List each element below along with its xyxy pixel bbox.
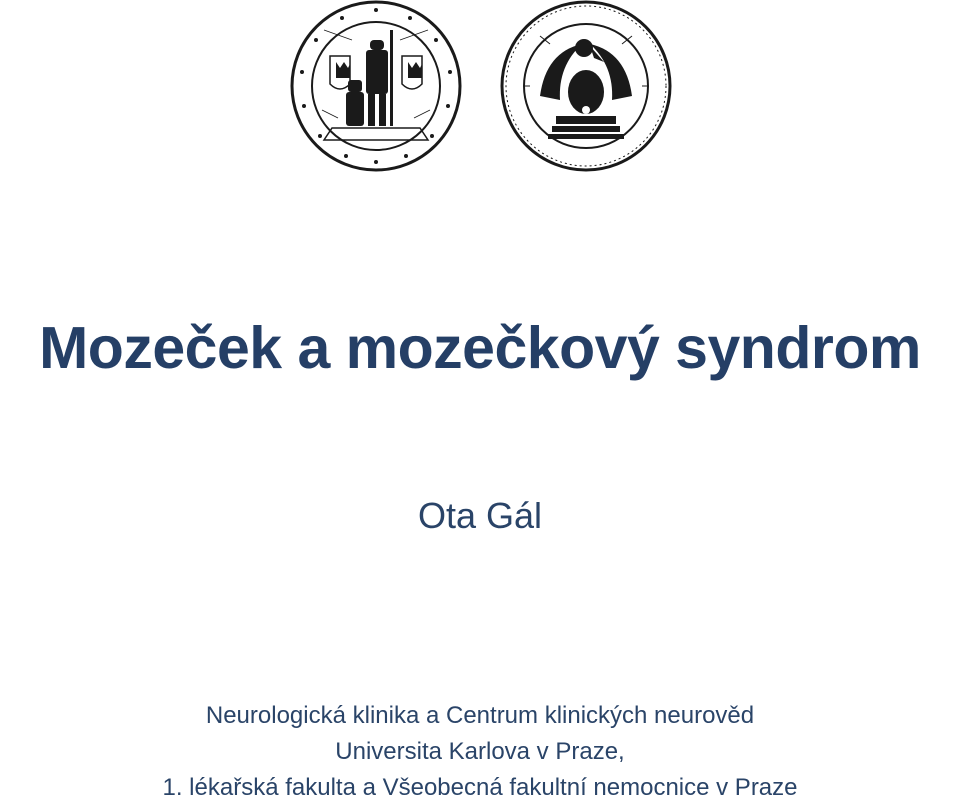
charles-university-seal-logo: [290, 0, 462, 172]
pelican-seal-icon: [500, 0, 672, 172]
affiliation-line-clinic: Neurologická klinika a Centrum klinických neurověd: [205, 702, 755, 729]
author-name: Ota Gál: [417, 495, 543, 536]
slide-title: Mozeček a mozečkový syndrom: [39, 315, 921, 381]
university-seal-icon: [290, 0, 462, 172]
affiliation-block: [0, 698, 960, 806]
affiliation-line-faculty: 1. lékařská fakulta a Všeobecná fakultní nemocnice v Praze: [162, 774, 798, 801]
affiliation-line-university: Universita Karlova v Praze,: [335, 738, 625, 765]
faculty-of-medicine-seal-logo: [500, 0, 672, 172]
